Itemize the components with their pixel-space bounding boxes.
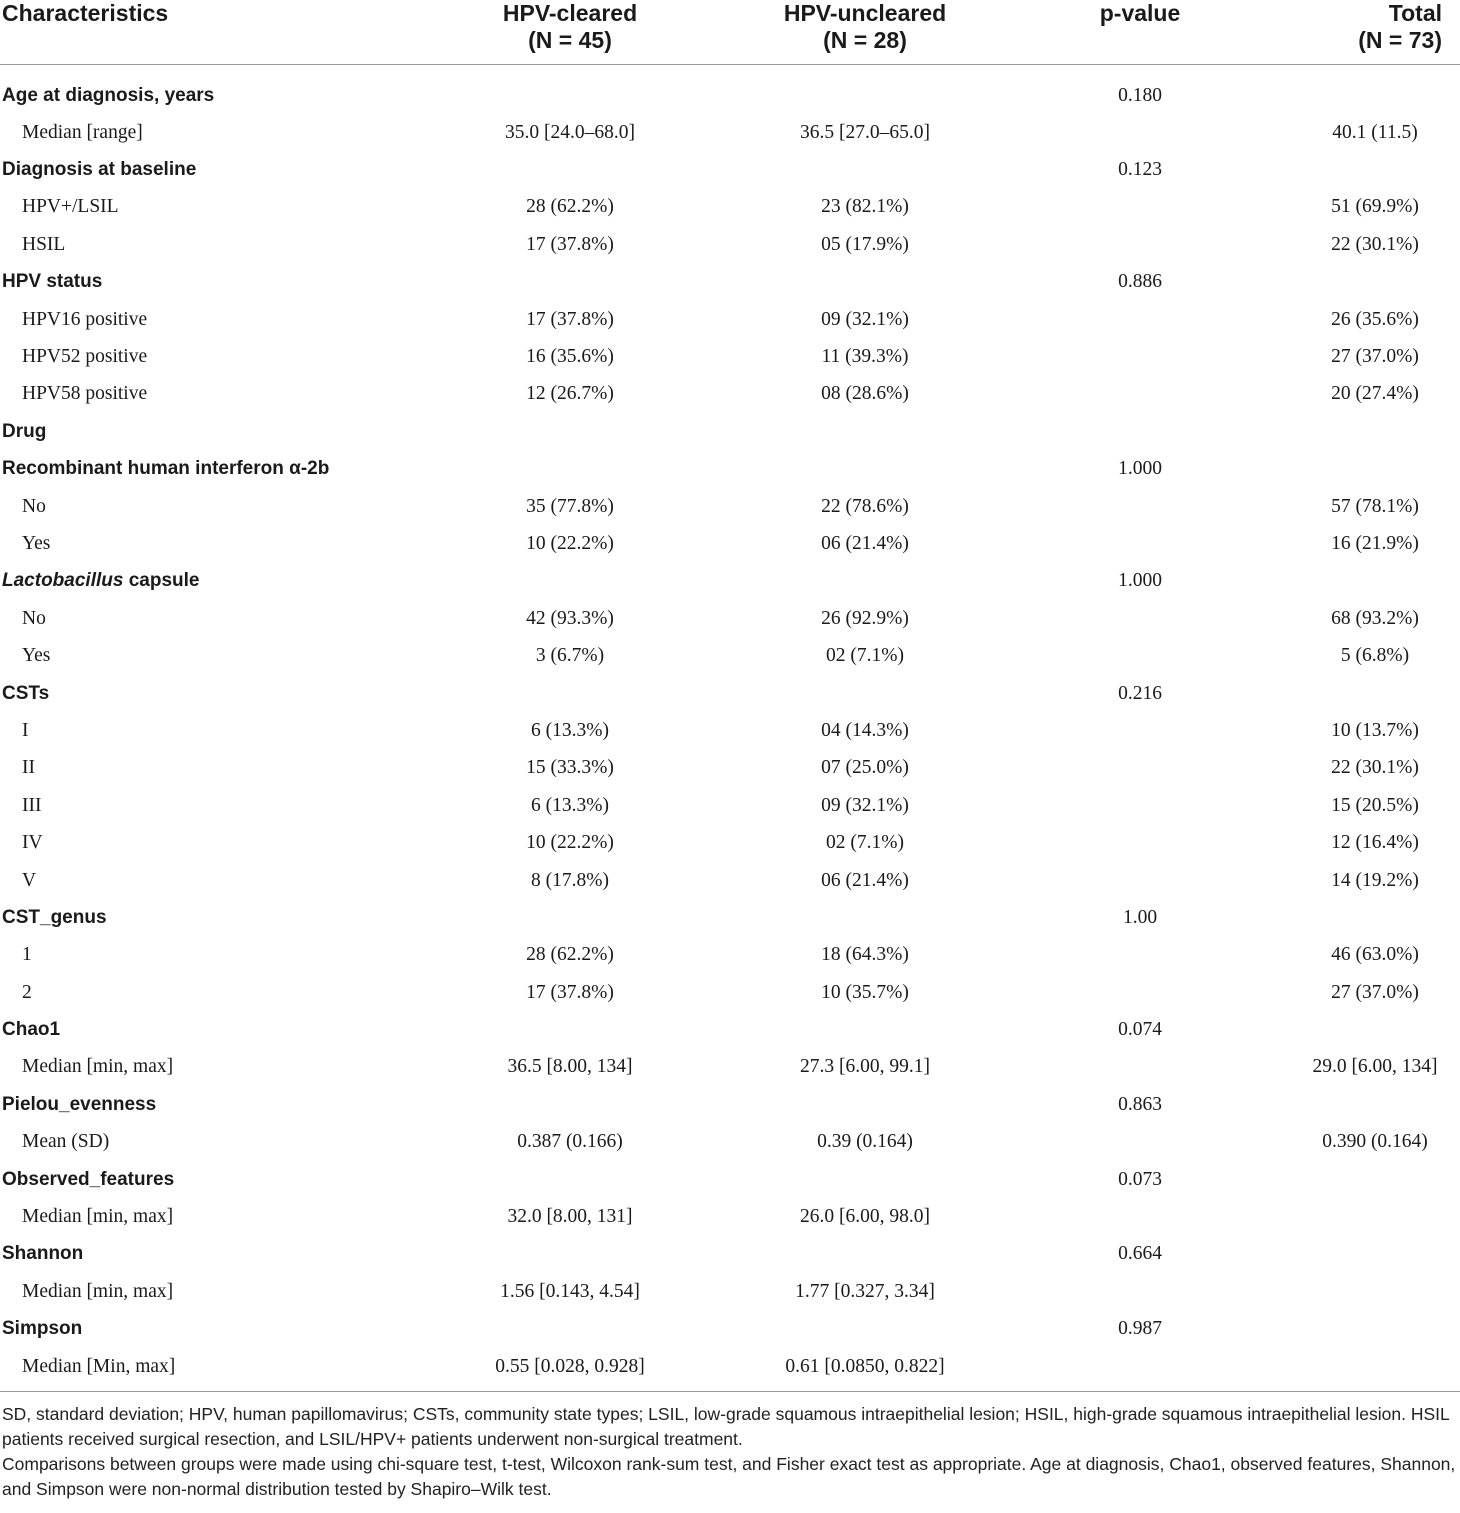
cell-total: [1270, 1348, 1460, 1385]
cell-total: 12 (16.4%): [1331, 832, 1419, 854]
row-label: Median [range]: [22, 121, 143, 143]
table-row: [0, 824, 1460, 861]
cell-total: 0.390 (0.164): [1322, 1131, 1428, 1153]
cell-hpv-cleared: 32.0 [8.00, 131]: [507, 1206, 633, 1228]
row-label: [0, 563, 390, 600]
row-label: Age at diagnosis, years: [2, 84, 215, 106]
section-row: [0, 65, 1460, 115]
cell-hpv-cleared: 28 (62.2%): [526, 944, 614, 966]
cell-hpv-cleared: [390, 899, 720, 936]
cell-hpv-uncleared: [720, 1311, 1010, 1348]
table-row: [0, 338, 1460, 375]
row-label: HPV58 positive: [22, 383, 148, 405]
table-row: [0, 974, 1460, 1011]
cell-hpv-cleared: 8 (17.8%): [531, 869, 609, 891]
header-row: [0, 0, 1460, 65]
section-row: [0, 451, 1460, 488]
row-label: V: [22, 869, 37, 891]
cell-hpv-cleared: 0.55 [0.028, 0.928]: [495, 1355, 645, 1377]
table-row: [0, 1049, 1460, 1086]
table-row: [0, 1273, 1460, 1310]
cell-total: 29.0 [6.00, 134]: [1312, 1056, 1438, 1078]
row-label: 2: [22, 981, 32, 1003]
cell-total: [1270, 151, 1460, 188]
row-label-italic: Lactobacillus: [2, 570, 124, 592]
header-cleared-title: HPV-cleared: [502, 0, 638, 26]
cell-p-value: [1010, 413, 1270, 450]
cell-hpv-uncleared: [720, 1011, 1010, 1048]
table-row: [0, 1348, 1460, 1385]
row-label: Diagnosis at baseline: [2, 159, 197, 181]
cell-p-value: [1010, 937, 1270, 974]
cell-hpv-cleared: [390, 451, 720, 488]
cell-p-value: [1010, 525, 1270, 562]
cell-hpv-uncleared: 07 (25.0%): [821, 757, 909, 779]
section-row: [0, 1311, 1460, 1348]
row-label: Observed_features: [2, 1168, 175, 1190]
cell-hpv-cleared: [390, 1161, 720, 1198]
cell-total: 15 (20.5%): [1331, 794, 1419, 816]
row-label: Median [min, max]: [22, 1056, 174, 1078]
section-row: [0, 1011, 1460, 1048]
cell-total: [1270, 451, 1460, 488]
cell-p-value: [1010, 301, 1270, 338]
row-label: HPV52 positive: [22, 346, 148, 368]
header-total-title: Total: [1388, 0, 1442, 26]
cell-total: [1270, 1273, 1460, 1310]
cell-hpv-uncleared: 0.39 (0.164): [817, 1131, 913, 1153]
cell-hpv-cleared: 17 (37.8%): [526, 308, 614, 330]
cell-p-value: [1010, 750, 1270, 787]
cell-hpv-uncleared: [720, 413, 1010, 450]
cell-total: [1270, 1236, 1460, 1273]
row-label: CSTs: [2, 682, 50, 704]
cell-total: [1270, 1086, 1460, 1123]
table-row: [0, 1124, 1460, 1161]
table-row: [0, 1198, 1460, 1235]
header-p-value: [1010, 0, 1270, 65]
row-label: Pielou_evenness: [2, 1093, 157, 1115]
cell-total: 57 (78.1%): [1331, 495, 1419, 517]
cell-hpv-uncleared: 1.77 [0.327, 3.34]: [795, 1280, 935, 1302]
cell-p-value: 0.863: [1118, 1093, 1162, 1115]
section-row: [0, 1086, 1460, 1123]
table-row: [0, 862, 1460, 899]
cell-hpv-cleared: 12 (26.7%): [526, 383, 614, 405]
row-label: Median [min, max]: [22, 1206, 174, 1228]
cell-hpv-uncleared: [720, 264, 1010, 301]
row-label: Median [Min, max]: [22, 1355, 176, 1377]
cell-p-value: [1010, 712, 1270, 749]
cell-p-value: [1010, 488, 1270, 525]
footnote-abbreviations: SD, standard deviation; HPV, human papillomavirus; CSTs, community state types; LSIL, low-grade squamous intraepithelial lesion; HSIL, high-grade squamous intraepithelial lesion. HSIL patients received surgical resection, and LSIL/HPV+ patients underwent non-surgical treatment.: [2, 1404, 1450, 1450]
cell-hpv-uncleared: 0.61 [0.0850, 0.822]: [785, 1355, 945, 1377]
cell-p-value: [1010, 376, 1270, 413]
cell-total: 16 (21.9%): [1331, 532, 1419, 554]
cell-p-value: [1010, 637, 1270, 674]
header-hpv-uncleared: [720, 0, 1010, 65]
row-label: HPV+/LSIL: [22, 196, 119, 218]
header-characteristics: [0, 0, 390, 65]
cell-hpv-cleared: [390, 151, 720, 188]
table-header: [0, 0, 1460, 65]
header-total: [1270, 0, 1460, 65]
cell-p-value: [1010, 1273, 1270, 1310]
cell-hpv-uncleared: [720, 1086, 1010, 1123]
cell-hpv-uncleared: 36.5 [27.0–65.0]: [800, 121, 930, 143]
cell-hpv-uncleared: 02 (7.1%): [826, 832, 904, 854]
cell-total: 22 (30.1%): [1331, 233, 1419, 255]
cell-hpv-cleared: 6 (13.3%): [531, 719, 609, 741]
header-uncleared-title: HPV-uncleared: [783, 0, 947, 26]
row-label: HSIL: [22, 233, 66, 255]
cell-total: 14 (19.2%): [1331, 869, 1419, 891]
row-label: Median [min, max]: [22, 1280, 174, 1302]
section-row: [0, 1236, 1460, 1273]
table-body: [0, 65, 1460, 1386]
cell-hpv-uncleared: 26 (92.9%): [821, 607, 909, 629]
cell-hpv-cleared: [390, 1311, 720, 1348]
cell-total: [1270, 1011, 1460, 1048]
cell-total: 40.1 (11.5): [1332, 121, 1418, 143]
row-label: HPV status: [2, 271, 103, 293]
cell-hpv-cleared: 10 (22.2%): [526, 832, 614, 854]
footnote-methods: Comparisons between groups were made using chi-square test, t-test, Wilcoxon rank-sum test, and Fisher exact test as appropriate. Age at diagnosis, Chao1, observed features, Shannon, and Simpson were non-normal distribution tested by Shapiro–Wilk test.: [2, 1454, 1456, 1500]
table-row: [0, 114, 1460, 151]
table-row: [0, 376, 1460, 413]
table-row: [0, 712, 1460, 749]
row-label: CST_genus: [2, 906, 107, 928]
cell-hpv-uncleared: 10 (35.7%): [821, 981, 909, 1003]
cell-total: 10 (13.7%): [1331, 719, 1419, 741]
cell-p-value: 0.987: [1118, 1318, 1162, 1340]
table-row: [0, 600, 1460, 637]
cell-p-value: [1010, 600, 1270, 637]
cell-total: 20 (27.4%): [1331, 383, 1419, 405]
cell-total: [1270, 264, 1460, 301]
table-row: [0, 226, 1460, 263]
cell-hpv-cleared: 17 (37.8%): [526, 981, 614, 1003]
cell-p-value: [1010, 189, 1270, 226]
cell-p-value: 1.000: [1118, 570, 1162, 592]
cell-hpv-uncleared: 04 (14.3%): [821, 719, 909, 741]
cell-p-value: [1010, 1124, 1270, 1161]
cell-hpv-uncleared: 09 (32.1%): [821, 308, 909, 330]
cell-hpv-uncleared: 05 (17.9%): [821, 233, 909, 255]
cell-hpv-uncleared: 09 (32.1%): [821, 794, 909, 816]
header-uncleared-n: (N = 28): [823, 27, 907, 53]
cell-hpv-uncleared: 06 (21.4%): [821, 869, 909, 891]
cell-total: 46 (63.0%): [1331, 944, 1419, 966]
header-p-value-label: p-value: [1099, 0, 1181, 26]
cell-p-value: 0.074: [1118, 1019, 1162, 1041]
section-row: [0, 675, 1460, 712]
cell-hpv-cleared: 1.56 [0.143, 4.54]: [500, 1280, 640, 1302]
cell-hpv-uncleared: 22 (78.6%): [821, 495, 909, 517]
cell-total: 22 (30.1%): [1331, 757, 1419, 779]
row-label: Mean (SD): [22, 1131, 110, 1153]
row-label: Drug: [2, 420, 47, 442]
cell-hpv-cleared: [390, 1011, 720, 1048]
cell-hpv-cleared: 15 (33.3%): [526, 757, 614, 779]
cell-hpv-uncleared: [720, 151, 1010, 188]
cell-total: [1270, 563, 1460, 600]
cell-hpv-uncleared: 02 (7.1%): [826, 645, 904, 667]
row-label: Chao1: [2, 1019, 61, 1041]
cell-hpv-uncleared: 27.3 [6.00, 99.1]: [800, 1056, 930, 1078]
cell-p-value: 0.216: [1118, 682, 1162, 704]
row-label: 1: [22, 944, 32, 966]
cell-p-value: [1010, 114, 1270, 151]
cell-hpv-uncleared: 08 (28.6%): [821, 383, 909, 405]
row-label: II: [22, 757, 35, 779]
row-label: IV: [22, 832, 43, 854]
row-label: Recombinant human interferon α-2b: [2, 458, 330, 480]
cell-hpv-cleared: 42 (93.3%): [526, 607, 614, 629]
table-row: [0, 937, 1460, 974]
row-label-suffix: capsule: [123, 570, 200, 592]
cell-hpv-cleared: 17 (37.8%): [526, 233, 614, 255]
cell-hpv-uncleared: 06 (21.4%): [821, 532, 909, 554]
cell-total: [1270, 413, 1460, 450]
cell-hpv-uncleared: 23 (82.1%): [821, 196, 909, 218]
cell-hpv-cleared: 28 (62.2%): [526, 196, 614, 218]
cell-hpv-cleared: [390, 1086, 720, 1123]
cell-hpv-uncleared: [720, 563, 1010, 600]
cell-hpv-cleared: 10 (22.2%): [526, 532, 614, 554]
cell-hpv-uncleared: [720, 1236, 1010, 1273]
section-row: [0, 1161, 1460, 1198]
header-hpv-cleared: [390, 0, 720, 65]
cell-hpv-cleared: [390, 65, 720, 115]
cell-total: [1270, 675, 1460, 712]
cell-hpv-cleared: 36.5 [8.00, 134]: [507, 1056, 633, 1078]
cell-total: [1270, 65, 1460, 115]
cell-hpv-cleared: [390, 675, 720, 712]
table-row: [0, 787, 1460, 824]
cell-total: [1270, 1311, 1460, 1348]
cell-total: [1270, 1198, 1460, 1235]
cell-p-value: 0.664: [1118, 1243, 1162, 1265]
table-row: [0, 488, 1460, 525]
cell-hpv-uncleared: [720, 675, 1010, 712]
cell-hpv-cleared: 6 (13.3%): [531, 794, 609, 816]
cell-hpv-cleared: 35 (77.8%): [526, 495, 614, 517]
section-row: [0, 151, 1460, 188]
cell-total: 51 (69.9%): [1331, 196, 1419, 218]
section-row: [0, 264, 1460, 301]
header-characteristics-label: Characteristics: [2, 0, 169, 26]
table-row: [0, 750, 1460, 787]
section-row: [0, 563, 1460, 600]
row-label: No: [22, 495, 46, 517]
row-label: Yes: [22, 645, 51, 667]
cell-total: 68 (93.2%): [1331, 607, 1419, 629]
cell-p-value: [1010, 338, 1270, 375]
row-label: Shannon: [2, 1243, 84, 1265]
cell-hpv-uncleared: 11 (39.3%): [821, 346, 909, 368]
cell-hpv-uncleared: [720, 451, 1010, 488]
row-label: HPV16 positive: [22, 308, 148, 330]
row-label: No: [22, 607, 46, 629]
section-row: [0, 413, 1460, 450]
cell-hpv-cleared: [390, 413, 720, 450]
cell-hpv-uncleared: 18 (64.3%): [821, 944, 909, 966]
cell-hpv-uncleared: [720, 1161, 1010, 1198]
cell-hpv-cleared: 35.0 [24.0–68.0]: [505, 121, 635, 143]
cell-hpv-uncleared: 26.0 [6.00, 98.0]: [800, 1206, 930, 1228]
cell-total: 27 (37.0%): [1331, 981, 1419, 1003]
cell-p-value: [1010, 1348, 1270, 1385]
table-row: [0, 189, 1460, 226]
cell-hpv-uncleared: [720, 65, 1010, 115]
table-row: [0, 525, 1460, 562]
cell-p-value: 1.00: [1122, 906, 1158, 928]
cell-total: [1270, 1161, 1460, 1198]
section-row: [0, 899, 1460, 936]
cell-total: 5 (6.8%): [1340, 645, 1410, 667]
row-label: I: [22, 719, 29, 741]
row-label: Simpson: [2, 1318, 83, 1340]
cell-p-value: [1010, 787, 1270, 824]
cell-p-value: 0.886: [1118, 271, 1162, 293]
header-total-n: (N = 73): [1358, 27, 1442, 53]
cell-hpv-cleared: 3 (6.7%): [535, 645, 605, 667]
cell-p-value: 1.000: [1118, 458, 1162, 480]
cell-total: 26 (35.6%): [1331, 308, 1419, 330]
cell-hpv-cleared: 16 (35.6%): [526, 346, 614, 368]
row-label: Yes: [22, 532, 51, 554]
cell-hpv-cleared: [390, 264, 720, 301]
row-label: III: [22, 794, 42, 816]
header-cleared-n: (N = 45): [528, 27, 612, 53]
cell-p-value: 0.073: [1118, 1168, 1162, 1190]
cell-p-value: [1010, 974, 1270, 1011]
table-row: [0, 637, 1460, 674]
cell-p-value: [1010, 1049, 1270, 1086]
table-footnotes: [0, 1392, 1460, 1502]
cell-p-value: 0.123: [1118, 159, 1162, 181]
cell-hpv-cleared: [390, 563, 720, 600]
cell-hpv-uncleared: [720, 899, 1010, 936]
cell-p-value: [1010, 862, 1270, 899]
table-row: [0, 301, 1460, 338]
cell-hpv-cleared: 0.387 (0.166): [517, 1131, 623, 1153]
cell-hpv-cleared: [390, 1236, 720, 1273]
cell-p-value: [1010, 824, 1270, 861]
cell-total: 27 (37.0%): [1331, 346, 1419, 368]
cell-p-value: 0.180: [1118, 84, 1162, 106]
cell-total: [1270, 899, 1460, 936]
cell-p-value: [1010, 1198, 1270, 1235]
cell-p-value: [1010, 226, 1270, 263]
